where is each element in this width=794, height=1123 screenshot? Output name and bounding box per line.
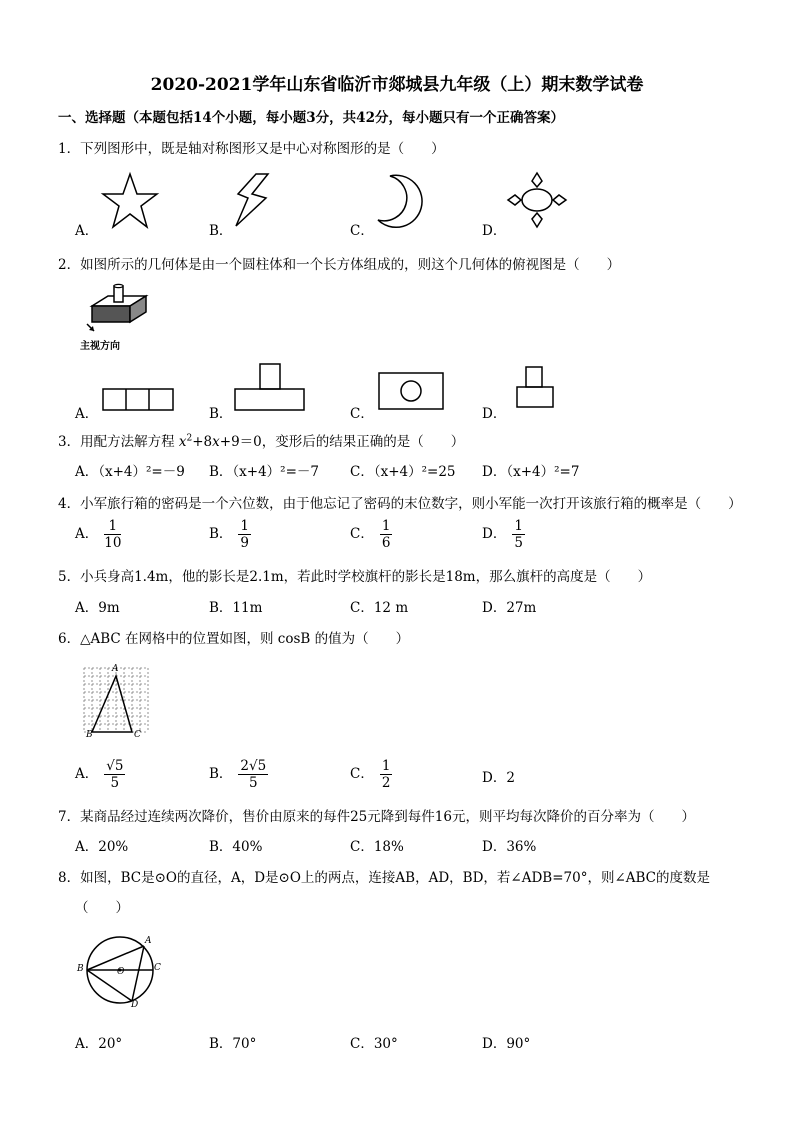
q6-label-c: C (134, 730, 141, 740)
section-heading: 一、选择题（本题包括14个小题，每小题3分，共42分，每小题只有一个正确答案） (58, 110, 564, 126)
q5-stem: 5．小兵身高1.4m，他的影长是2.1m，若此时学校旗杆的影长是18m，那么旗杆的高度是（ ） (58, 569, 652, 585)
q1-option-b: B． (209, 223, 233, 239)
q2-option-a: A． (75, 406, 99, 422)
q3-option-d: D．（x+4）²=7 (482, 464, 580, 480)
q4-option-b: B． $\frac{1}{9}$ (209, 518, 250, 551)
q7-option-b: B．40% (209, 839, 263, 855)
q8-option-b: B．70° (209, 1036, 257, 1052)
q3-option-b: B．（x+4）²=－7 (209, 464, 319, 480)
q1-option-c: C． (350, 223, 374, 239)
q8-label-c: C (154, 963, 161, 973)
q8-stem: 8．如图，BC是⊙O的直径，A，D是⊙O上的两点，连接AB，AD，BD，若∠ADB=70°，则∠ABC的度数是 (58, 870, 711, 886)
q6-label-b: B (86, 730, 93, 740)
q5-option-d: D．27m (482, 600, 537, 616)
q6-option-d: D．2 (482, 770, 515, 786)
q4-option-d: D． $\frac{1}{5}$ (482, 518, 523, 551)
q6-option-b: B． $\frac{2√5}{5}$ (209, 758, 267, 791)
q2-option-d-view (515, 365, 555, 409)
q3-stem-mid: +8 (192, 434, 213, 450)
star-icon (100, 172, 160, 230)
q6-option-c: C． $\frac{1}{2}$ (350, 758, 391, 791)
q7-stem: 7．某商品经过连续两次降价，售价由原来的每件25元降到每件16元，则平均每次降价的百分率为（ ） (58, 809, 695, 825)
q3-stem-post: +9＝0，变形后的结果正确的是（ ） (219, 434, 465, 450)
q2-option-c-view (378, 372, 444, 410)
q7-option-d: D．36% (482, 839, 537, 855)
q8-option-c: C．30° (350, 1036, 398, 1052)
q4-option-a: A． $\frac{1}{10}$ (75, 518, 122, 551)
q3-stem: 3．用配方法解方程 $x^2+8x+9=0$，变形后的结果正确的是（ ） (58, 433, 465, 450)
q2-stem: 2．如图所示的几何体是由一个圆柱体和一个长方体组成的，则这个几何体的俯视图是（ ） (58, 257, 621, 273)
q4-option-c: C． $\frac{1}{6}$ (350, 518, 391, 551)
q8-stem-paren: （ ） (75, 900, 129, 916)
q3-var2: x (212, 434, 220, 450)
q7-option-a: A．20% (75, 839, 129, 855)
q8-label-a: A (145, 936, 152, 946)
q2-option-b: B． (209, 406, 233, 422)
q2-view-caption: 主视方向 (80, 341, 120, 352)
q4-stem: 4．小军旅行箱的密码是一个六位数，由于他忘记了密码的末位数字，则小军能一次打开该旅行箱的概率是（ ） (58, 496, 742, 512)
solid-figure (84, 284, 156, 336)
q6-label-a: A (112, 664, 119, 674)
q7-option-c: C．18% (350, 839, 404, 855)
q1-option-d: D． (482, 223, 507, 239)
q5-option-c: C．12 m (350, 600, 409, 616)
q3-var: x (178, 434, 187, 450)
q2-option-c: C． (350, 406, 374, 422)
q5-option-a: A．9m (75, 600, 120, 616)
q3-stem-pre: 3．用配方法解方程 (58, 434, 179, 450)
page-title: 2020-2021学年山东省临沂市郯城县九年级（上）期末数学试卷 (150, 75, 644, 95)
q3-option-a: A．（x+4）²=－9 (75, 464, 185, 480)
q8-label-o: O (117, 967, 125, 977)
q1-stem: 1．下列图形中，既是轴对称图形又是中心对称图形的是（ ） (58, 141, 445, 157)
lightning-icon (232, 172, 272, 228)
q6-stem: 6．△ABC 在网格中的位置如图，则 cosB 的值为（ ） (58, 631, 410, 647)
q6-option-a: A． $\frac{√5}{5}$ (75, 758, 124, 791)
q8-label-d: D (131, 1000, 139, 1010)
q8-option-a: A．20° (75, 1036, 123, 1052)
q2-option-d: D． (482, 406, 507, 422)
crescent-icon (372, 172, 426, 228)
q1-option-a: A． (75, 223, 99, 239)
q3-option-c: C．（x+4）²=25 (350, 464, 456, 480)
q5-option-b: B．11m (209, 600, 263, 616)
q8-label-b: B (77, 964, 84, 974)
q8-option-d: D．90° (482, 1036, 531, 1052)
sun-diamond-icon (505, 170, 569, 230)
q2-option-b-view (234, 362, 306, 412)
q2-option-a-view (102, 388, 174, 412)
